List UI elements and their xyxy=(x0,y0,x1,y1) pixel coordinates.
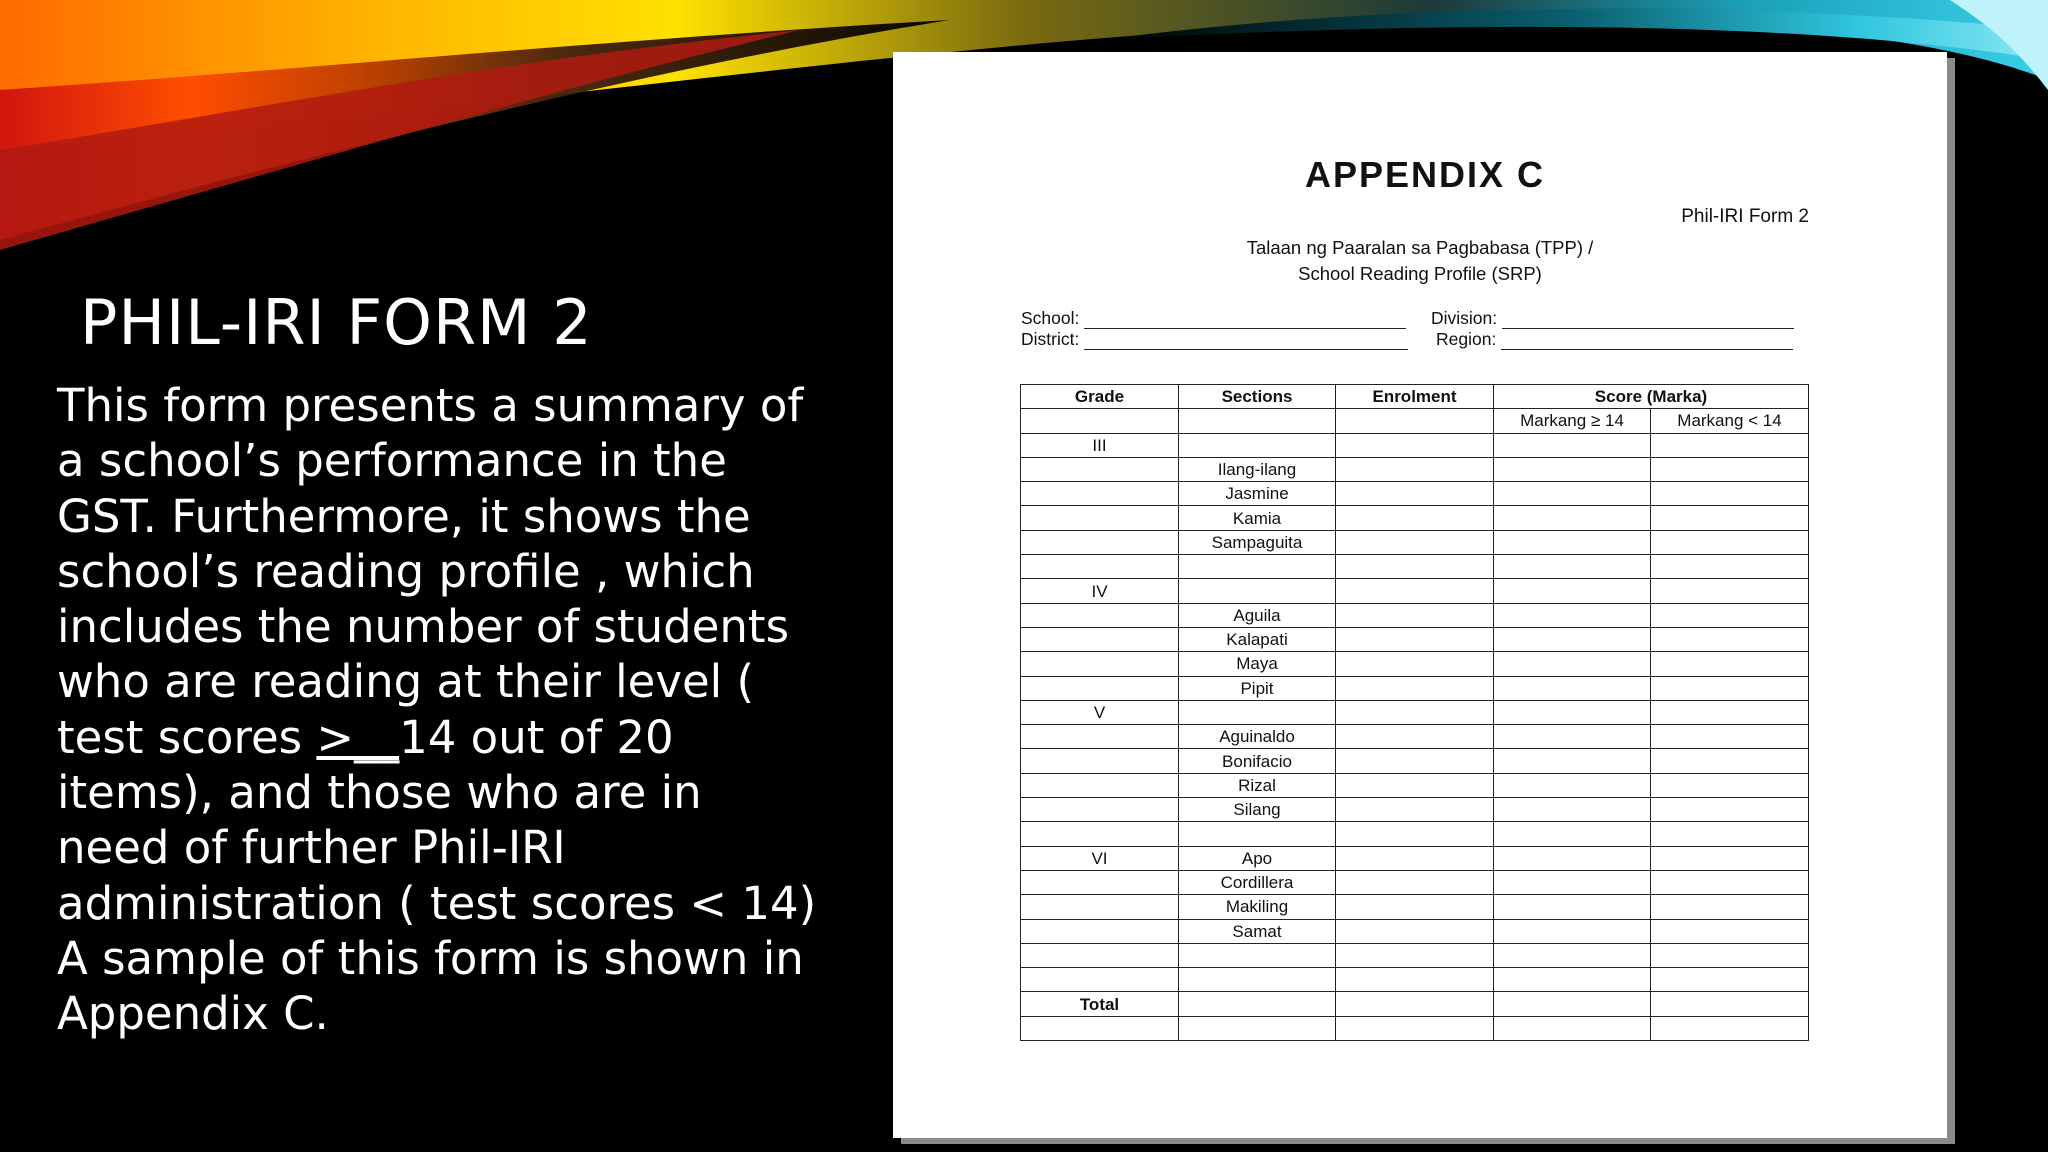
table-row xyxy=(1021,433,1809,457)
score-lt-14-cell xyxy=(1651,919,1809,943)
table-row xyxy=(1021,627,1809,651)
table-row xyxy=(1021,1016,1809,1040)
district-field xyxy=(1021,329,1408,350)
score-gte-14-cell xyxy=(1494,603,1651,627)
score-lt-14-cell xyxy=(1651,725,1809,749)
grade-cell xyxy=(1021,919,1179,943)
section-cell xyxy=(1179,943,1336,967)
region-field xyxy=(1436,329,1793,350)
score-lt-14-cell xyxy=(1651,700,1809,724)
table-row xyxy=(1021,530,1809,554)
school-reading-profile-table xyxy=(1020,384,1809,1041)
score-lt-14-cell xyxy=(1651,530,1809,554)
division-field xyxy=(1431,308,1794,329)
table-row xyxy=(1021,992,1809,1016)
grade-cell xyxy=(1021,627,1179,651)
enrolment-cell xyxy=(1336,943,1494,967)
form-number: Phil-IRI Form 2 xyxy=(1681,206,1809,227)
section-cell: Pipit xyxy=(1179,676,1336,700)
score-lt-14-cell xyxy=(1651,870,1809,894)
table-row xyxy=(1021,676,1809,700)
score-lt-14-cell xyxy=(1651,968,1809,992)
school-field xyxy=(1021,308,1406,329)
table-header-row xyxy=(1021,385,1809,409)
header-score: Score (Marka) xyxy=(1494,385,1809,409)
score-lt-14-cell xyxy=(1651,773,1809,797)
score-lt-14-cell xyxy=(1651,482,1809,506)
subtitle-line-2: School Reading Profile (SRP) xyxy=(1298,263,1542,284)
score-gte-14-cell xyxy=(1494,943,1651,967)
section-cell: Samat xyxy=(1179,919,1336,943)
enrolment-cell xyxy=(1336,870,1494,894)
grade-cell xyxy=(1021,482,1179,506)
table-row xyxy=(1021,749,1809,773)
enrolment-cell xyxy=(1336,700,1494,724)
score-lt-14-cell xyxy=(1651,579,1809,603)
score-gte-14-cell xyxy=(1494,506,1651,530)
score-lt-14-cell xyxy=(1651,433,1809,457)
subheader-empty-cell xyxy=(1179,409,1336,433)
section-cell: Makiling xyxy=(1179,895,1336,919)
enrolment-cell xyxy=(1336,530,1494,554)
score-gte-14-cell xyxy=(1494,482,1651,506)
score-gte-14-cell xyxy=(1494,846,1651,870)
table-row xyxy=(1021,798,1809,822)
enrolment-cell xyxy=(1336,822,1494,846)
appendix-c-document xyxy=(893,52,1947,1138)
grade-cell xyxy=(1021,676,1179,700)
district-blank-line xyxy=(1084,333,1408,350)
score-gte-14-cell xyxy=(1494,700,1651,724)
score-lt-14-cell xyxy=(1651,1016,1809,1040)
grade-cell xyxy=(1021,457,1179,481)
table-row xyxy=(1021,870,1809,894)
section-cell xyxy=(1179,968,1336,992)
section-cell xyxy=(1179,555,1336,579)
header-grade: Grade xyxy=(1021,385,1179,409)
enrolment-cell xyxy=(1336,627,1494,651)
grade-cell xyxy=(1021,822,1179,846)
enrolment-cell xyxy=(1336,652,1494,676)
table-row xyxy=(1021,822,1809,846)
grade-cell: Total xyxy=(1021,992,1179,1016)
grade-cell xyxy=(1021,773,1179,797)
score-gte-14-cell xyxy=(1494,749,1651,773)
subheader-markang-gte-14: Markang ≥ 14 xyxy=(1494,409,1651,433)
division-label: Division: xyxy=(1431,308,1498,328)
grade-cell: IV xyxy=(1021,579,1179,603)
grade-cell xyxy=(1021,870,1179,894)
table-row xyxy=(1021,846,1809,870)
enrolment-cell xyxy=(1336,506,1494,530)
school-label: School: xyxy=(1021,308,1080,328)
table-row xyxy=(1021,968,1809,992)
score-gte-14-cell xyxy=(1494,627,1651,651)
header-enrolment: Enrolment xyxy=(1336,385,1494,409)
grade-cell xyxy=(1021,530,1179,554)
school-blank-line xyxy=(1084,312,1406,329)
section-cell: Aguinaldo xyxy=(1179,725,1336,749)
header-sections: Sections xyxy=(1179,385,1336,409)
table-row xyxy=(1021,457,1809,481)
section-cell: Cordillera xyxy=(1179,870,1336,894)
grade-cell: V xyxy=(1021,700,1179,724)
score-lt-14-cell xyxy=(1651,627,1809,651)
grade-cell xyxy=(1021,943,1179,967)
table-row xyxy=(1021,725,1809,749)
grade-cell xyxy=(1021,798,1179,822)
score-lt-14-cell xyxy=(1651,822,1809,846)
table-row xyxy=(1021,555,1809,579)
score-gte-14-cell xyxy=(1494,798,1651,822)
slide-title: PHIL-IRI FORM 2 xyxy=(80,286,593,359)
score-gte-14-cell xyxy=(1494,555,1651,579)
enrolment-cell xyxy=(1336,919,1494,943)
body-text-part-2: 14 out of 20 items), and those who are in need of further Phil-IRI administration ( test scores < 14) A sample of this form is shown in Appendix C. xyxy=(57,710,817,1041)
score-gte-14-cell xyxy=(1494,530,1651,554)
table-row xyxy=(1021,895,1809,919)
score-lt-14-cell xyxy=(1651,603,1809,627)
section-cell: Sampaguita xyxy=(1179,530,1336,554)
grade-cell xyxy=(1021,506,1179,530)
score-lt-14-cell xyxy=(1651,652,1809,676)
grade-cell xyxy=(1021,895,1179,919)
enrolment-cell xyxy=(1336,433,1494,457)
enrolment-cell xyxy=(1336,725,1494,749)
table-row xyxy=(1021,506,1809,530)
grade-cell xyxy=(1021,968,1179,992)
section-cell xyxy=(1179,822,1336,846)
grade-cell: III xyxy=(1021,433,1179,457)
section-cell: Maya xyxy=(1179,652,1336,676)
score-gte-14-cell xyxy=(1494,968,1651,992)
section-cell xyxy=(1179,579,1336,603)
region-blank-line xyxy=(1501,333,1793,350)
grade-cell xyxy=(1021,1016,1179,1040)
table-row xyxy=(1021,919,1809,943)
score-lt-14-cell xyxy=(1651,555,1809,579)
section-cell: Aguila xyxy=(1179,603,1336,627)
score-lt-14-cell xyxy=(1651,506,1809,530)
enrolment-cell xyxy=(1336,676,1494,700)
district-label: District: xyxy=(1021,329,1080,349)
score-gte-14-cell xyxy=(1494,773,1651,797)
table-row xyxy=(1021,773,1809,797)
section-cell: Kalapati xyxy=(1179,627,1336,651)
score-gte-14-cell xyxy=(1494,652,1651,676)
table-row xyxy=(1021,700,1809,724)
section-cell: Jasmine xyxy=(1179,482,1336,506)
score-lt-14-cell xyxy=(1651,749,1809,773)
score-lt-14-cell xyxy=(1651,798,1809,822)
body-text-part-1: This form presents a summary of a school’s performance in the GST. Furthermore, it shows the school’s reading profile , which includes the number of students who are reading at their level ( test scores xyxy=(57,379,804,764)
enrolment-cell xyxy=(1336,603,1494,627)
table-row xyxy=(1021,579,1809,603)
division-blank-line xyxy=(1502,312,1794,329)
table-row xyxy=(1021,603,1809,627)
subheader-markang-lt-14: Markang < 14 xyxy=(1651,409,1809,433)
region-label: Region: xyxy=(1436,329,1497,349)
section-cell: Kamia xyxy=(1179,506,1336,530)
enrolment-cell xyxy=(1336,555,1494,579)
enrolment-cell xyxy=(1336,579,1494,603)
score-gte-14-cell xyxy=(1494,919,1651,943)
enrolment-cell xyxy=(1336,895,1494,919)
score-gte-14-cell xyxy=(1494,992,1651,1016)
enrolment-cell xyxy=(1336,749,1494,773)
enrolment-cell xyxy=(1336,457,1494,481)
grade-cell xyxy=(1021,652,1179,676)
score-gte-14-cell xyxy=(1494,676,1651,700)
enrolment-cell xyxy=(1336,1016,1494,1040)
score-lt-14-cell xyxy=(1651,457,1809,481)
section-cell xyxy=(1179,433,1336,457)
table-row xyxy=(1021,652,1809,676)
score-gte-14-cell xyxy=(1494,895,1651,919)
form-subtitle xyxy=(893,235,1947,287)
score-gte-14-cell xyxy=(1494,870,1651,894)
section-cell: Apo xyxy=(1179,846,1336,870)
section-cell: Silang xyxy=(1179,798,1336,822)
score-lt-14-cell xyxy=(1651,846,1809,870)
table-subheader-row xyxy=(1021,409,1809,433)
score-gte-14-cell xyxy=(1494,1016,1651,1040)
grade-cell xyxy=(1021,749,1179,773)
section-cell xyxy=(1179,1016,1336,1040)
enrolment-cell xyxy=(1336,846,1494,870)
subheader-empty-cell xyxy=(1336,409,1494,433)
score-gte-14-cell xyxy=(1494,822,1651,846)
score-lt-14-cell xyxy=(1651,943,1809,967)
grade-cell xyxy=(1021,725,1179,749)
subtitle-line-1: Talaan ng Paaralan sa Pagbabasa (TPP) / xyxy=(1246,237,1594,258)
section-cell: Rizal xyxy=(1179,773,1336,797)
grade-cell xyxy=(1021,555,1179,579)
enrolment-cell xyxy=(1336,773,1494,797)
grade-cell xyxy=(1021,603,1179,627)
body-text-underlined-symbol: >__ xyxy=(316,710,400,764)
score-gte-14-cell xyxy=(1494,457,1651,481)
slide-body-text xyxy=(57,378,817,1042)
enrolment-cell xyxy=(1336,482,1494,506)
grade-cell: VI xyxy=(1021,846,1179,870)
section-cell xyxy=(1179,992,1336,1016)
score-lt-14-cell xyxy=(1651,992,1809,1016)
score-gte-14-cell xyxy=(1494,433,1651,457)
score-lt-14-cell xyxy=(1651,895,1809,919)
table-row xyxy=(1021,943,1809,967)
appendix-title: APPENDIX C xyxy=(1304,154,1546,195)
subheader-empty-cell xyxy=(1021,409,1179,433)
table-row xyxy=(1021,482,1809,506)
section-cell: Ilang-ilang xyxy=(1179,457,1336,481)
enrolment-cell xyxy=(1336,798,1494,822)
enrolment-cell xyxy=(1336,968,1494,992)
section-cell xyxy=(1179,700,1336,724)
score-gte-14-cell xyxy=(1494,725,1651,749)
enrolment-cell xyxy=(1336,992,1494,1016)
score-gte-14-cell xyxy=(1494,579,1651,603)
section-cell: Bonifacio xyxy=(1179,749,1336,773)
score-lt-14-cell xyxy=(1651,676,1809,700)
